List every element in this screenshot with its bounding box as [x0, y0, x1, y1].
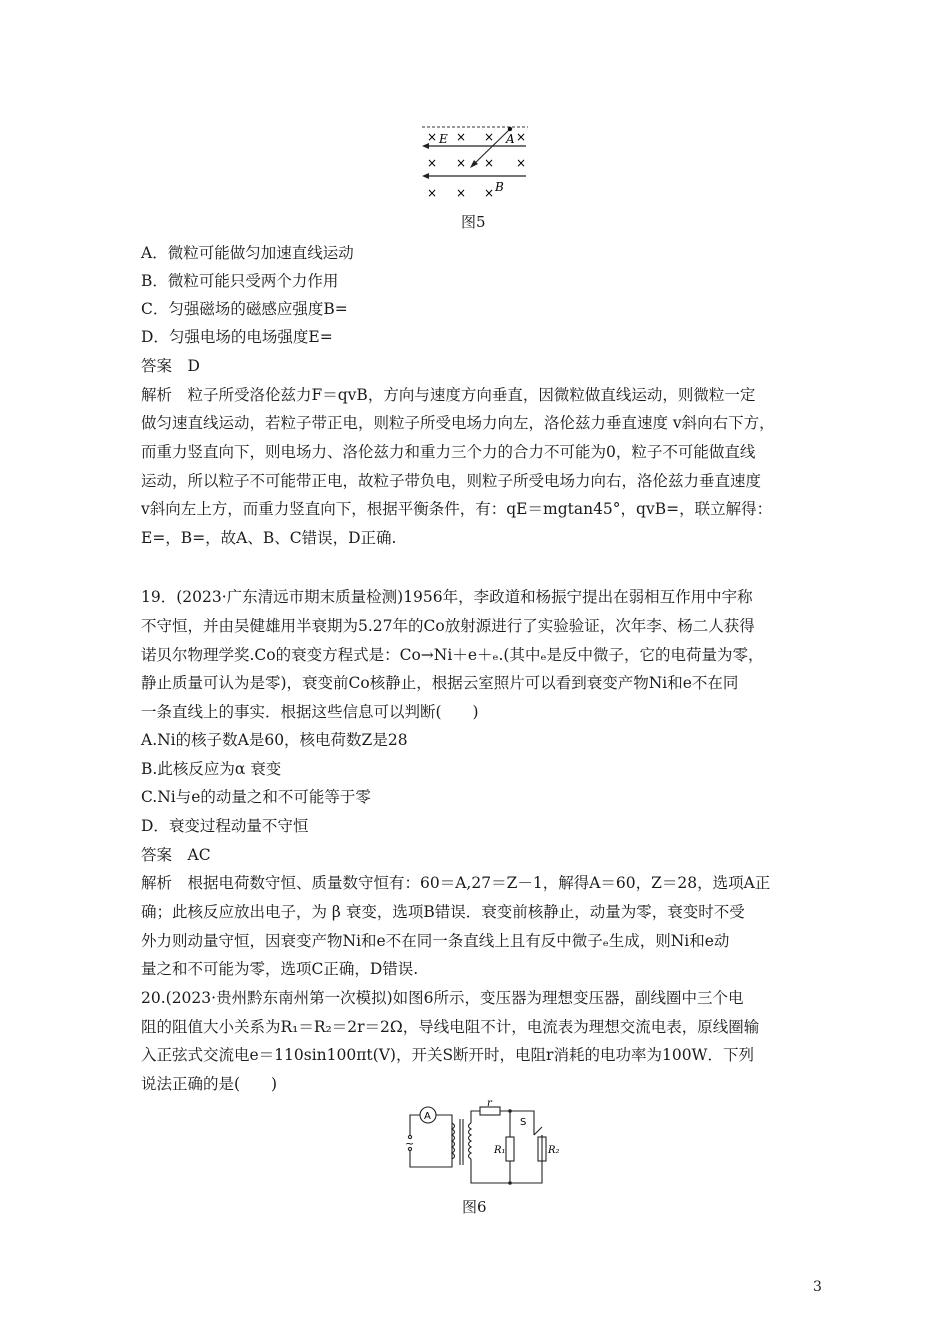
primary-coil	[452, 1123, 455, 1159]
cross: ×	[484, 130, 495, 144]
q19-option-d: D．衰变过程动量不守恒	[141, 817, 309, 835]
arrow-head-2	[422, 173, 429, 179]
label-ammeter: A	[424, 1111, 431, 1122]
q19-option-a: A.Ni的核子数A是60，核电荷数Z是28	[141, 731, 408, 749]
q19-option-b: B.此核反应为α 衰变	[141, 760, 282, 778]
q18-explanation-line: 运动，所以粒子不可能带正电，故粒子带负电，则粒子所受电场力向右，洛伦兹力垂直速度	[141, 472, 762, 490]
cross: ×	[427, 156, 438, 170]
cross: ×	[484, 156, 495, 170]
cross: ×	[484, 186, 495, 200]
q18-explanation-line: E=，B=，故A、B、C错误，D正确.	[141, 529, 397, 547]
resistor-r1	[506, 1137, 514, 1161]
q19-stem-line: 19．(2023·广东清远市期末质量检测)1956年，李政道和杨振宁提出在弱相互作用中宇称	[141, 588, 753, 606]
cross: ×	[516, 130, 527, 144]
label-r2: R₂	[548, 1145, 560, 1156]
q19-option-c: C.Ni与e的动量之和不可能等于零	[141, 788, 371, 806]
cross: ×	[516, 156, 527, 170]
q20-stem-line: 入正弦式交流电e＝110sin100πt(V)，开关S断开时，电阻r消耗的电功率为100W．下列	[141, 1046, 754, 1064]
label-a: A	[506, 132, 515, 146]
q19-explanation-line: 确；此核反应放出电子，为 β 衰变，选项B错误．衰变前核静止，动量为零，衰变时不受	[141, 903, 745, 921]
q18-explanation-line: 解析 粒子所受洛伦兹力F＝qvB，方向与速度方向垂直，因微粒做直线运动，则微粒一定	[141, 386, 756, 404]
q18-explanation-line: 做匀速直线运动，若粒子带正电，则粒子所受电场力向左，洛伦兹力垂直速度 v斜向右下方，	[141, 414, 775, 432]
figure-5-caption: 图5	[461, 213, 486, 231]
label-e: E	[439, 132, 448, 146]
figure-5	[418, 122, 533, 200]
cross: ×	[456, 156, 467, 170]
label-ac: ~	[405, 1137, 415, 1150]
q18-explanation-line: v斜向左上方，而重力竖直向下，根据平衡条件，有：qE＝mgtan45°，qvB=，联立解得：	[141, 500, 773, 518]
figure-6	[396, 1098, 560, 1185]
q19-answer: 答案 AC	[141, 846, 211, 864]
label-r: r	[487, 1098, 492, 1109]
q19-stem-line: 不守恒，并由吴健雄用半衰期为5.27年的Co放射源进行了实验验证，次年李、杨二人获得	[141, 617, 755, 635]
cross: ×	[456, 130, 467, 144]
q18-option-b: B．微粒可能只受两个力作用	[141, 272, 339, 290]
q18-option-d: D．匀强电场的电场强度E=	[141, 328, 333, 346]
q18-option-a: A．微粒可能做匀加速直线运动	[141, 244, 354, 262]
label-s: S	[520, 1117, 527, 1128]
junction-dot	[508, 1181, 512, 1185]
q20-stem-line: 阻的阻值大小关系为R₁＝R₂＝2r＝2Ω，导线电阻不计，电流表为理想交流电表，原线圈输	[141, 1018, 760, 1036]
q19-stem-line: 静止质量可认为是零)，衰变前Co核静止，根据云室照片可以看到衰变产物Ni和e不在同	[141, 674, 739, 692]
junction-dot	[508, 1109, 512, 1113]
label-b: B	[495, 180, 504, 194]
page-number: 3	[813, 1279, 822, 1295]
label-r1: R₁	[494, 1145, 506, 1156]
q19-stem-line: 一条直线上的事实．根据这些信息可以判断( )	[141, 703, 479, 721]
q18-option-c: C．匀强磁场的磁感应强度B=	[141, 300, 348, 318]
q19-explanation-line: 外力则动量守恒，因衰变产物Ni和e不在同一条直线上且有反中微子ₑ生成，则Ni和e动	[141, 932, 730, 950]
q19-explanation-line: 量之和不可能为零，选项C正确，D错误.	[141, 960, 419, 978]
secondary-wire	[471, 1159, 542, 1183]
q19-explanation-line: 解析 根据电荷数守恒、质量数守恒有：60＝A,27＝Z－1，解得A＝60，Z＝28，选项A正	[141, 874, 771, 892]
q19-stem-line: 诺贝尔物理学奖.Co的衰变方程式是：Co→Ni＋e＋ₑ.(其中ₑ是反中微子，它的电荷量为零，	[141, 646, 764, 664]
cross: ×	[427, 130, 438, 144]
point-a	[508, 127, 512, 131]
cross: ×	[456, 186, 467, 200]
q18-explanation-line: 而重力竖直向下，则电场力、洛伦兹力和重力三个力的合力不可能为0，粒子不可能做直线	[141, 443, 756, 461]
q18-answer: 答案 D	[141, 357, 200, 375]
q20-stem-line: 说法正确的是( )	[141, 1075, 278, 1093]
q20-stem-line: 20.(2023·贵州黔东南州第一次模拟)如图6所示，变压器为理想变压器，副线圈中三个电	[141, 989, 744, 1007]
secondary-coil	[469, 1123, 472, 1159]
figure-6-caption: 图6	[462, 1198, 487, 1216]
cross: ×	[427, 186, 438, 200]
